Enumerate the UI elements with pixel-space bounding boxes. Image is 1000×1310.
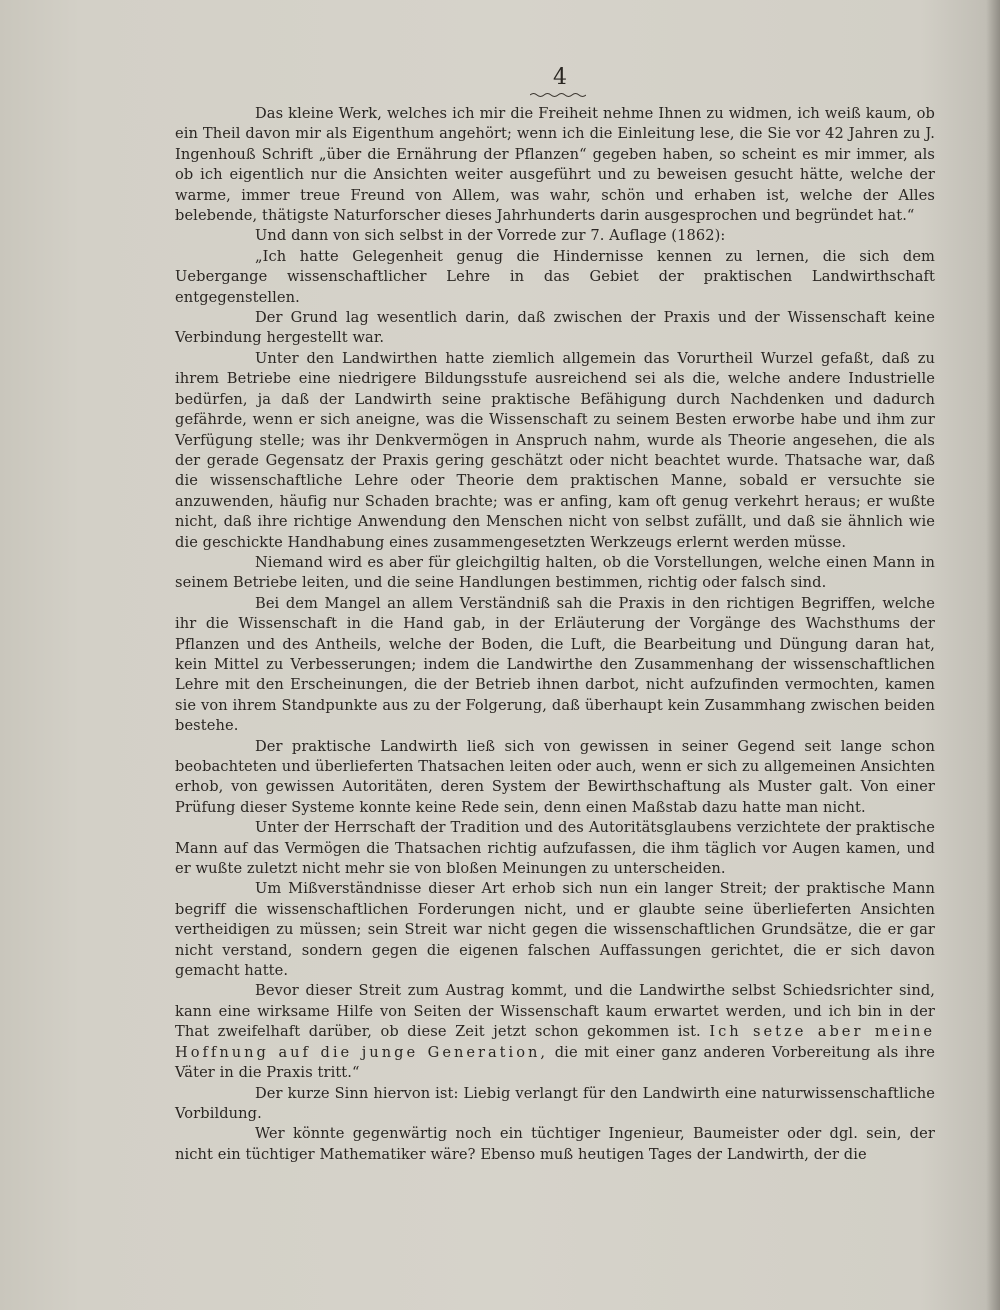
paragraph-reason: Der Grund lag wesentlich darin, daß zwischen der Praxis und der Wissenschaft keine Verbindung hergestellt war.	[175, 309, 935, 347]
paragraph-dispute: Um Mißverständnisse dieser Art erhob sich nun ein langer Streit; der praktische Mann begriff die wissenschaftlichen Forderungen nicht, und er glaubte seine überlieferten Ansichten vertheidigen zu müssen; sein Streit war nicht gegen die wissenschaftlichen Grundsätze, die er gar nicht verstand, sondern gegen die eigenen falschen Auffassungen gerichtet, die er sich davon gemacht hatte.	[175, 880, 935, 980]
paragraph-before-settlement	[175, 981, 935, 1083]
paragraph-summary: Der kurze Sinn hiervon ist: Liebig verlangt für den Landwirth eine naturwissenschaftliche Vorbildung.	[175, 1084, 935, 1122]
hope-continuation: die mit einer ganz anderen Vorbereitung als ihre Väter in die Praxis tritt.“	[175, 1043, 935, 1082]
page-number: 4	[553, 65, 567, 90]
paragraph-dedication: Das kleine Werk, welches ich mir die Freiheit nehme Ihnen zu widmen, ich weiß kaum, ob ein Theil davon mir als Eigenthum angehört; wenn ich die Einleitung lese, die Sie vor 42 Jahren zu J. Ingenhouß Schrift „über die Ernährung der Pflanzen“ gegeben haben, so scheint es mir immer, als ob ich eigentlich nur die Ansichten weiter ausgeführt und zu beweisen gesucht hätte, welche der warme, immer treue Freund von Allem, was wahr, schön und erhaben ist, welche der Alles belebende, thätigste Naturforscher dieses Jahrhunderts darin ausgesprochen und begründet hat.“	[175, 105, 935, 225]
paragraph-practical-farmer: Der praktische Landwirth ließ sich von gewissen in seiner Gegend seit lange schon beobachteten und überlieferten Thatsachen leiten oder auch, wenn er sich zu allgemeinen Ansichten erhob, von gewissen Autoritäten, deren System der Bewirthschaftung als Muster galt. Von einer Prüfung dieser Systeme konnte keine Rede sein, denn einen Maßstab dazu hatte man nicht.	[175, 737, 935, 816]
wavy-ornament	[530, 92, 586, 98]
settlement-text: Bevor dieser Streit zum Austrag kommt, und die Landwirthe selbst Schiedsrichter sind, kann eine wirksame Hilfe von Seiten der Wissenschaft kaum erwartet werden, und ich bin in der That zweifelhaft darüber, ob diese Zeit jetzt schon gekommen ist.	[175, 982, 935, 1041]
paragraph-prejudice: Unter den Landwirthen hatte ziemlich allgemein das Vorurtheil Wurzel gefaßt, daß zu ihrem Betriebe eine niedrigere Bildungsstufe ausreichend sei als die, welche andere Industrielle bedürfen, ja daß der Landwirth seine praktische Befähigung durch Nachdenken und dadurch gefährde, wenn er sich aneigne, was die Wissenschaft zu seinem Besten erworbe habe und ihm zur Verfügung stelle; was ihr Denkvermögen in Anspruch nahm, wurde als Theorie angesehen, die als der gerade Gegensatz der Praxis gering geschätzt oder nicht beachtet wurde. Thatsache war, daß die wissenschaftliche Lehre oder Theorie dem praktischen Manne, sobald er versuchte sie anzuwenden, häufig nur Schaden brachte; was er anfing, kam oft genug verkehrt heraus; er wußte nicht, daß ihre richtige Anwendung den Menschen nicht von selbst zufällt, und daß sie ähnlich wie die geschickte Handhabung eines zusammengesetzten Werkzeugs erlernt werden müsse.	[175, 349, 935, 551]
hope-emphasis: Ich setze aber meine Hoffnung auf die junge Generation,	[175, 1023, 936, 1061]
body-text	[175, 104, 935, 1165]
paragraph-engineer: Wer könnte gegenwärtig noch ein tüchtiger Ingenieur, Baumeister oder dgl. sein, der nicht ein tüchtiger Mathematiker wäre? Ebenso muß heutigen Tages der Landwirth, der die	[175, 1125, 935, 1163]
paragraph-tradition: Unter der Herrschaft der Tradition und des Autoritätsglaubens verzichtete der praktische Mann auf das Vermögen die Thatsachen richtig aufzufassen, die ihm täglich vor Augen kamen, und er wußte zuletzt nicht mehr sie von bloßen Meinungen zu unterscheiden.	[175, 819, 935, 878]
page-edge-shadow	[986, 0, 1000, 1310]
paragraph-obstacles: „Ich hatte Gelegenheit genug die Hindernisse kennen zu lernen, die sich dem Uebergange wissenschaftlicher Lehre in das Gebiet der praktischen Landwirthschaft entgegenstellen.	[175, 247, 935, 306]
paragraph-preface-intro: Und dann von sich selbst in der Vorrede zur 7. Auflage (1862):	[255, 227, 726, 245]
paragraph-nobody: Niemand wird es aber für gleichgiltig halten, ob die Vorstellungen, welche einen Mann in seinem Betriebe leiten, und die seine Handlungen bestimmen, richtig oder falsch sind.	[175, 553, 935, 592]
paragraph-lack-of-understanding: Bei dem Mangel an allem Verständniß sah die Praxis in den richtigen Begriffen, welche ihr die Wissenschaft in die Hand gab, in der Erläuterung der Vorgänge des Wachsthums der Pflanzen und des Antheils, welche der Boden, die Luft, die Bearbeitung und Düngung daran hat, kein Mittel zu Verbesserungen; indem die Landwirthe den Zusammenhang der wissenschaftlichen Lehre mit den Erscheinungen, die der Betrieb ihnen darbot, nicht aufzufinden vermochten, kamen sie von ihrem Standpunkte aus zu der Folgerung, daß überhaupt kein Zusammhang zwischen beiden bestehe.	[175, 594, 935, 735]
